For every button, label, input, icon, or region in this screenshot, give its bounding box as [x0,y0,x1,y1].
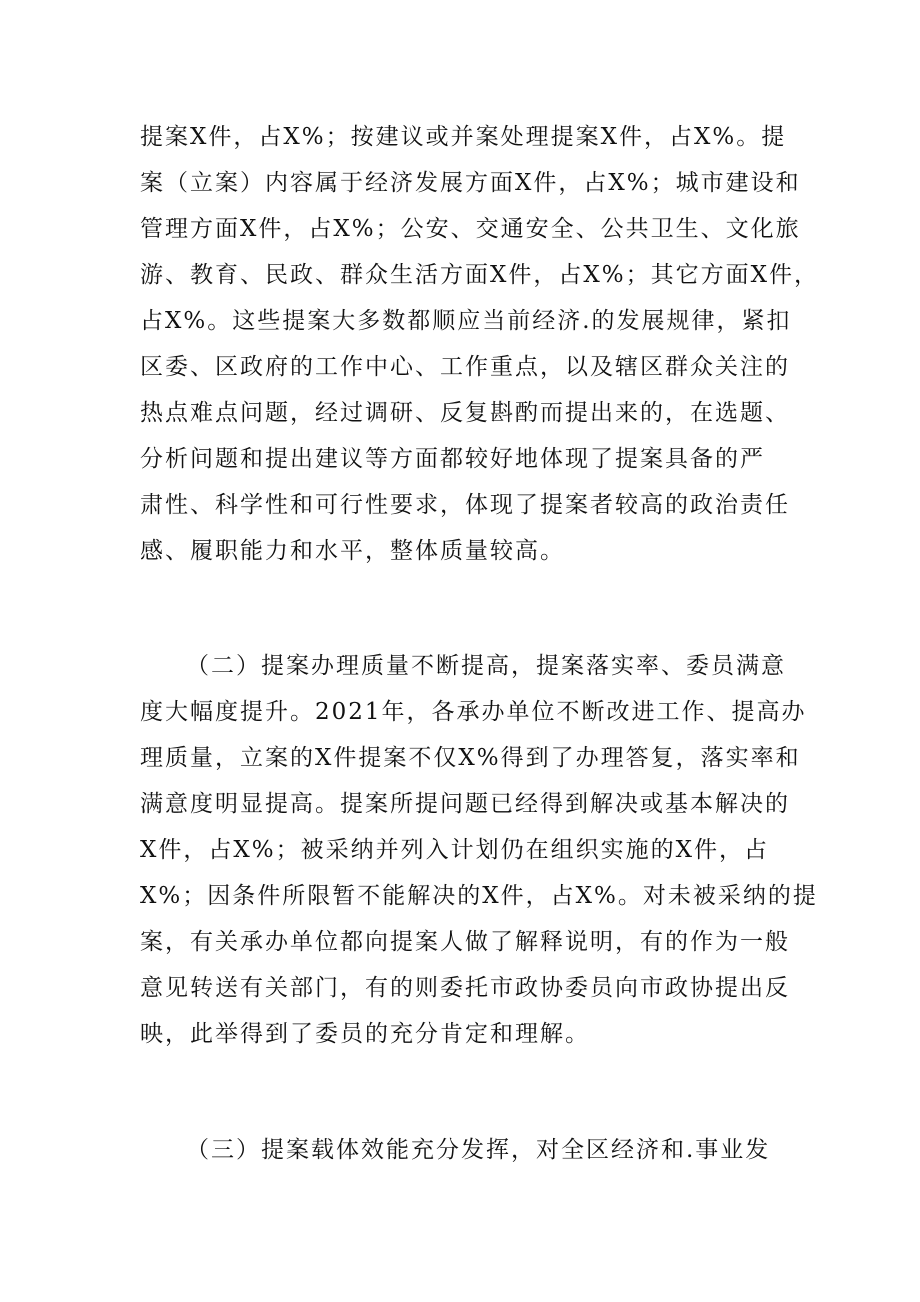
text-line: 分析问题和提出建议等方面都较好地体现了提案具备的严 [140,446,765,472]
text-line: 意见转送有关部门，有的则委托市政协委员向市政协提出反 [140,975,790,1001]
text-line: X%；因条件所限暂不能解决的X件，占X%。对未被采纳的提 [140,883,818,909]
paragraph-carrier-effectiveness [140,1127,790,1173]
section-heading-line: （二）提案办理质量不断提高，提案落实率、委员满意 [186,653,786,679]
text-line: 游、教育、民政、群众生活方面X件，占X%；其它方面X件， [140,262,819,288]
text-line: 度大幅度提升。2021年，各承办单位不断改进工作、提高办 [140,699,807,725]
text-line: 热点难点问题，经过调研、反复斟酌而提出来的，在选题、 [140,400,790,426]
text-line: 案，有关承办单位都向提案人做了解释说明，有的作为一般 [140,929,790,955]
text-line: 管理方面X件，占X%；公安、交通安全、公共卫生、文化旅 [140,216,801,242]
text-line: 提案X件，占X%；按建议或并案处理提案X件，占X%。提 [140,124,787,150]
paragraph-proposal-statistics [140,114,819,574]
text-line: 肃性、科学性和可行性要求，体现了提案者较高的政治责任 [140,492,790,518]
text-line: 占X%。这些提案大多数都顺应当前经济.的发展规律，紧扣 [140,308,792,334]
text-line: 理质量，立案的X件提案不仅X%得到了办理答复，落实率和 [140,745,801,771]
text-line: 映，此举得到了委员的充分肯定和理解。 [140,1021,590,1047]
section-heading-line: （三）提案载体效能充分发挥，对全区经济和.事业发 [186,1137,771,1163]
text-line: 感、履职能力和水平，整体质量较高。 [140,538,565,564]
text-line: 案（立案）内容属于经济发展方面X件，占X%；城市建设和 [140,170,801,196]
text-line: 区委、区政府的工作中心、工作重点，以及辖区群众关注的 [140,354,790,380]
paragraph-handling-quality [140,643,818,1057]
text-line: 满意度明显提高。提案所提问题已经得到解决或基本解决的 [140,791,790,817]
text-line: X件，占X%；被采纳并列入计划仍在组织实施的X件，占 [140,837,769,863]
